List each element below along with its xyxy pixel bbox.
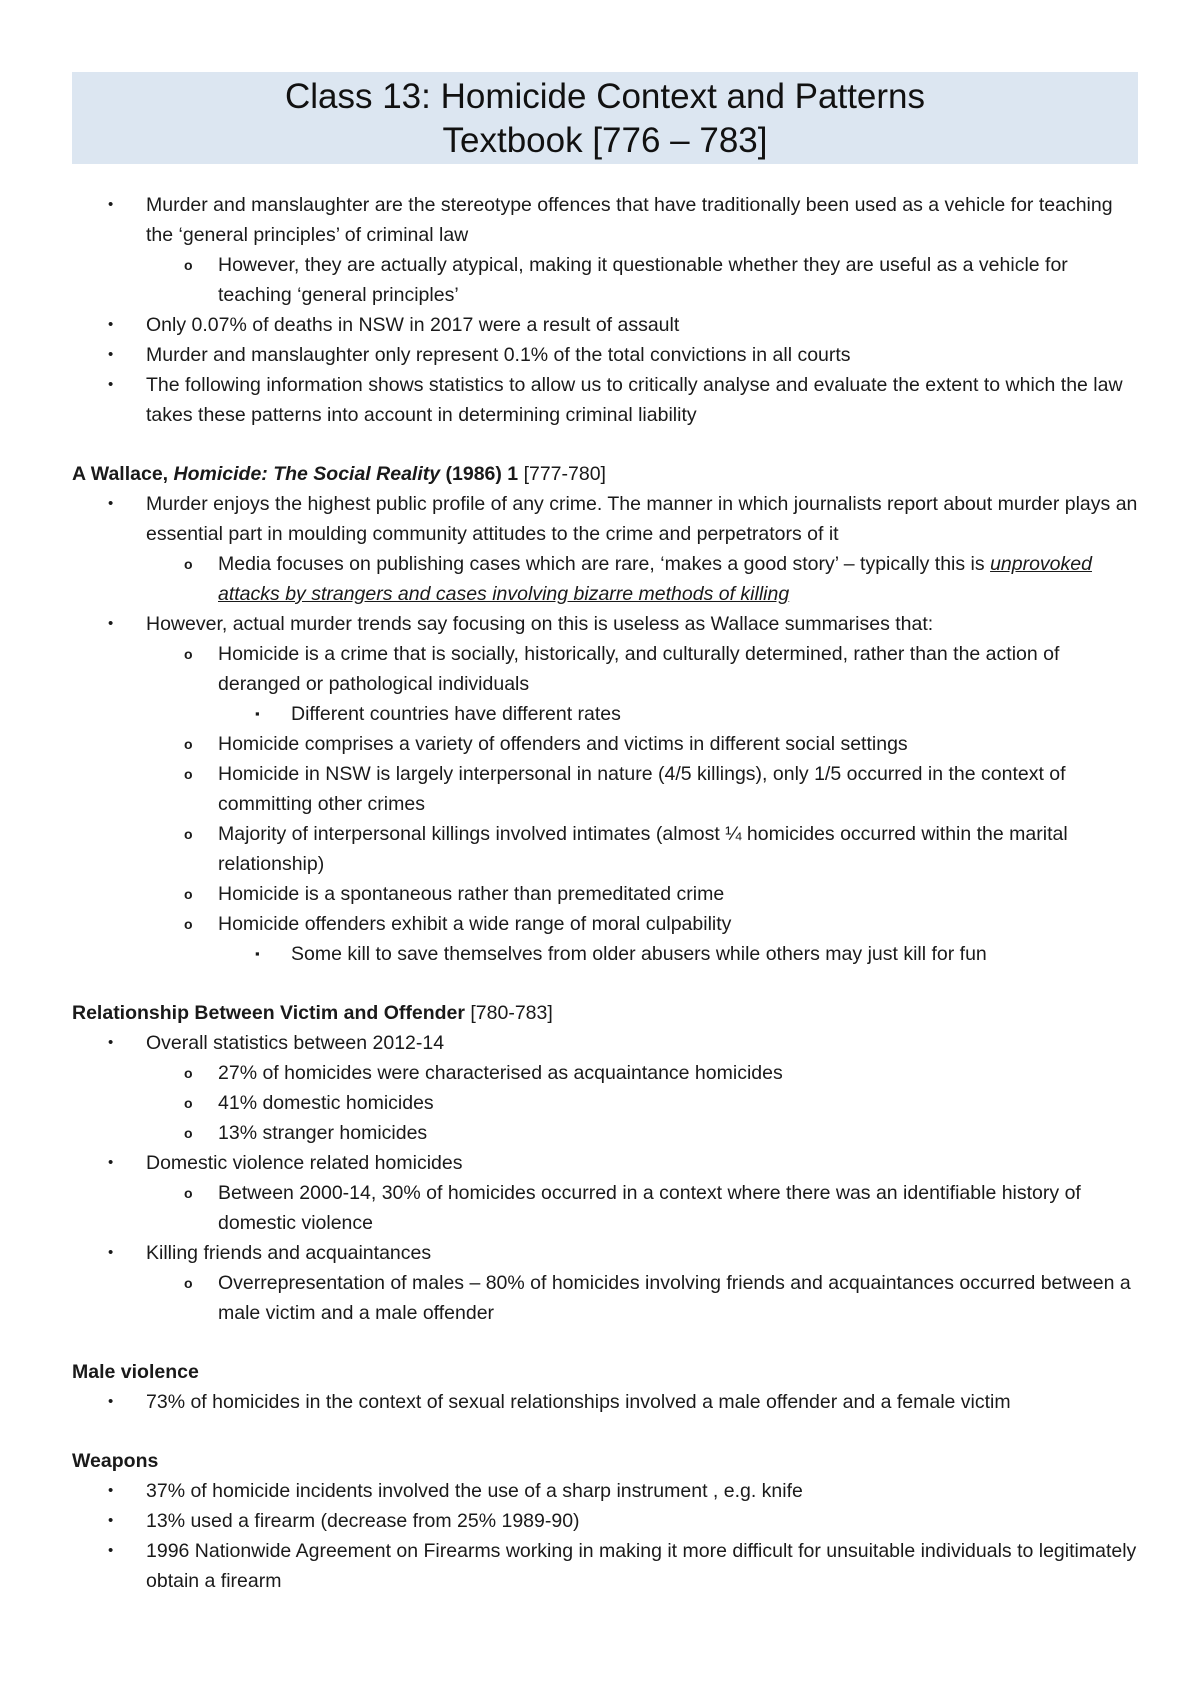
list-item: o Between 2000-14, 30% of homicides occurred in a context where there was an identifiable history of domestic violence <box>72 1178 1142 1238</box>
bullet-marker: o <box>184 556 193 572</box>
bullet-marker: • <box>108 1393 114 1410</box>
bullet-marker: ▪ <box>255 946 260 961</box>
bullet-marker: • <box>108 1244 114 1261</box>
section-heading-male-violence: Male violence <box>72 1361 199 1383</box>
list-item: o However, they are actually atypical, making it questionable whether they are useful as a vehicle for teaching ‘general principles’ <box>72 250 1142 310</box>
bullet-marker: • <box>108 346 114 363</box>
list-item: o Homicide offenders exhibit a wide range of moral culpability <box>72 909 1142 939</box>
list-item: • 37% of homicide incidents involved the use of a sharp instrument , e.g. knife <box>72 1476 1142 1506</box>
section-heading-wallace: A Wallace, Homicide: The Social Reality (1986) 1 [777-780] <box>72 463 606 485</box>
bullet-marker: • <box>108 495 114 512</box>
list-item: ▪ Some kill to save themselves from older abusers while others may just kill for fun <box>72 939 1142 969</box>
list-item: • 1996 Nationwide Agreement on Firearms working in making it more difficult for unsuitable individuals to legitimately obtain a firearm <box>72 1536 1142 1596</box>
list-item: • Domestic violence related homicides <box>72 1148 1142 1178</box>
list-item: o Homicide is a crime that is socially, historically, and culturally determined, rather than the action of deranged or pathological individuals <box>72 639 1142 699</box>
bullet-marker: • <box>108 196 114 213</box>
section-heading-relationship: Relationship Between Victim and Offender [780-783] <box>72 1002 553 1024</box>
list-item: o Homicide in NSW is largely interpersonal in nature (4/5 killings), only 1/5 occurred in the context of committing other crimes <box>72 759 1142 819</box>
list-item: • 73% of homicides in the context of sexual relationships involved a male offender and a female victim <box>72 1387 1142 1417</box>
list-item: o Majority of interpersonal killings involved intimates (almost ¼ homicides occurred within the marital relationship) <box>72 819 1142 879</box>
bullet-marker: o <box>184 826 193 842</box>
bullet-marker: • <box>108 1034 114 1051</box>
list-item: o 13% stranger homicides <box>72 1118 1142 1148</box>
bullet-marker: ▪ <box>255 706 260 721</box>
list-item: o 27% of homicides were characterised as acquaintance homicides <box>72 1058 1142 1088</box>
bullet-marker: • <box>108 1512 114 1529</box>
bullet-marker: • <box>108 376 114 393</box>
list-item: • Murder and manslaughter are the stereotype offences that have traditionally been used as a vehicle for teaching the ‘general principles’ of criminal law <box>72 190 1142 250</box>
bullet-marker: • <box>108 1482 114 1499</box>
list-item: • Murder enjoys the highest public profile of any crime. The manner in which journalists report about murder plays an essential part in moulding community attitudes to the crime and perpetrators of it <box>72 489 1142 549</box>
bullet-marker: o <box>184 257 193 273</box>
list-item: o Overrepresentation of males – 80% of homicides involving friends and acquaintances occurred between a male victim and a male offender <box>72 1268 1142 1328</box>
page-subtitle: Textbook [776 – 783] <box>442 121 768 160</box>
list-item: • Murder and manslaughter only represent 0.1% of the total convictions in all courts <box>72 340 1142 370</box>
list-item: • Killing friends and acquaintances <box>72 1238 1142 1268</box>
bullet-marker: o <box>184 1125 193 1141</box>
document-body <box>72 190 1142 1596</box>
bullet-marker: o <box>184 1275 193 1291</box>
list-item: o 41% domestic homicides <box>72 1088 1142 1118</box>
list-item: • Overall statistics between 2012-14 <box>72 1028 1142 1058</box>
bullet-marker: • <box>108 316 114 333</box>
page-title: Class 13: Homicide Context and Patterns <box>284 77 926 116</box>
list-item: • Only 0.07% of deaths in NSW in 2017 were a result of assault <box>72 310 1142 340</box>
list-item: o Media focuses on publishing cases which are rare, ‘makes a good story’ – typically this is unprovoked attacks by strangers and cases involving bizarre methods of killing <box>72 549 1142 609</box>
bullet-marker: o <box>184 736 193 752</box>
bullet-marker: • <box>108 1542 114 1559</box>
list-item: • However, actual murder trends say focusing on this is useless as Wallace summarises that: <box>72 609 1142 639</box>
list-item: o Homicide comprises a variety of offenders and victims in different social settings <box>72 729 1142 759</box>
list-item: • 13% used a firearm (decrease from 25% 1989-90) <box>72 1506 1142 1536</box>
emphasized-text: unprovoked attacks by strangers and cases involving bizarre methods of killing <box>218 553 1092 605</box>
bullet-marker: o <box>184 766 193 782</box>
bullet-marker: o <box>184 916 193 932</box>
bullet-marker: o <box>184 1185 193 1201</box>
list-item: • The following information shows statistics to allow us to critically analyse and evaluate the extent to which the law takes these patterns into account in determining criminal liability <box>72 370 1142 430</box>
list-item: o Homicide is a spontaneous rather than premeditated crime <box>72 879 1142 909</box>
bullet-marker: o <box>184 1095 193 1111</box>
section-heading-weapons: Weapons <box>72 1450 159 1472</box>
bullet-marker: • <box>108 1154 114 1171</box>
list-item: ▪ Different countries have different rates <box>72 699 1142 729</box>
bullet-marker: o <box>184 1065 193 1081</box>
bullet-marker: • <box>108 615 114 632</box>
bullet-marker: o <box>184 646 193 662</box>
title-banner <box>72 72 1138 164</box>
bullet-marker: o <box>184 886 193 902</box>
